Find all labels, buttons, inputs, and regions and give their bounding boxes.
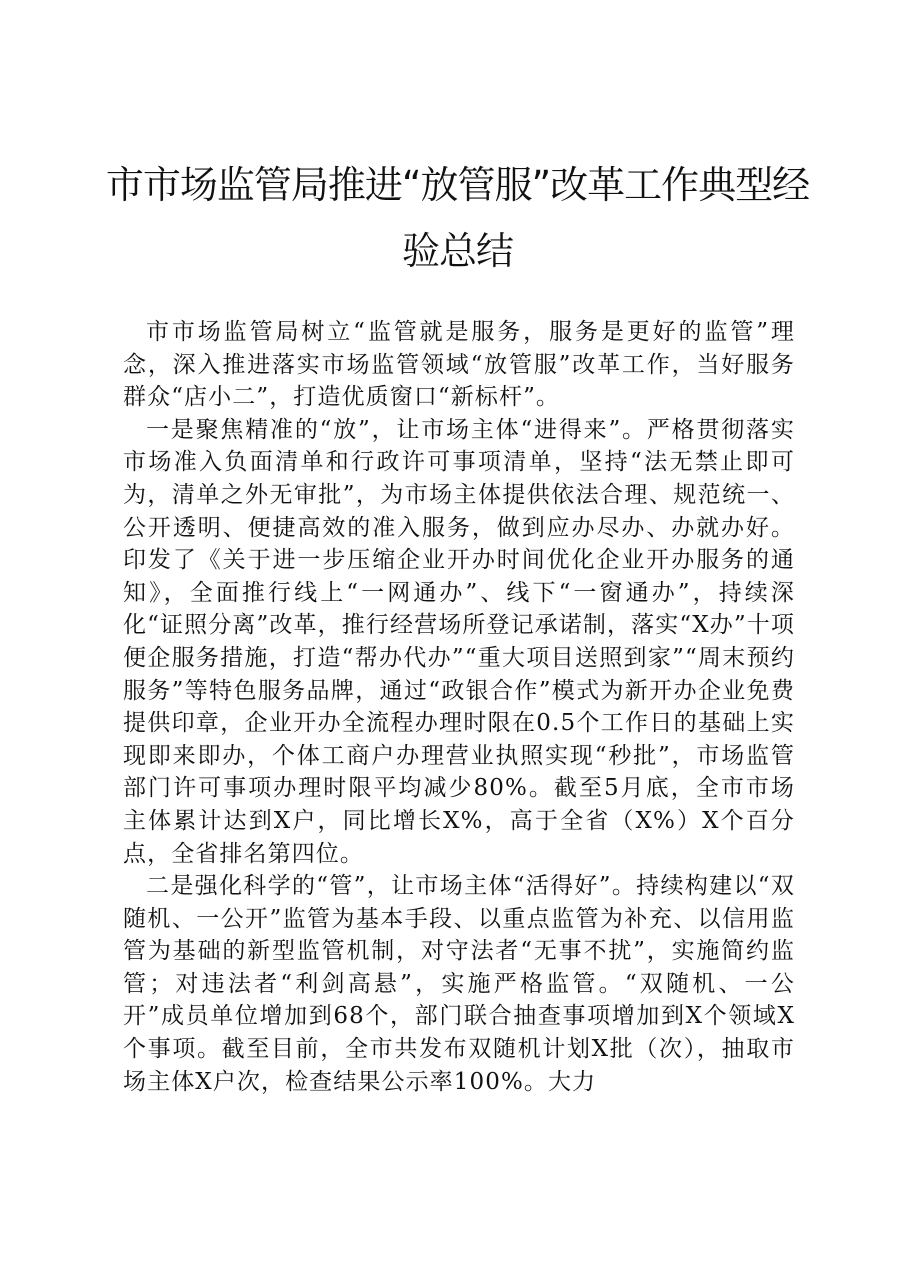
title-line-2: 验总结 — [401, 229, 513, 273]
intro-paragraph: 市市场监管局树立“监管就是服务，服务是更好的监管”理念，深入推进落实市场监管领域“放管服”改革工作，当好服务群众“店小二”，打造优质窗口“新标杆”。 — [123, 319, 795, 411]
document-title — [100, 152, 815, 284]
document-body — [123, 316, 795, 1098]
section-1-paragraph: 一是聚焦精准的“放”，让市场主体“进得来”。严格贯彻落实市场准入负面清单和行政许可事项清单，坚持“法无禁止即可为，清单之外无审批”，为市场主体提供依法合理、规范统一、公开透明、便捷高效的准入服务，做到应办尽办、办就办好。印发了《关于进一步压缩企业开办时间优化企业开办服务的通知》，全面推行线上“一网通办”、线下“一窗通办”，持续深化“证照分离”改革，推行经营场所登记承诺制，落实“X办”十项便企服务措施，打造“帮办代办”“重大项目送照到家”“周末预约服务”等特色服务品牌，通过“政银合作”模式为新开办企业免费提供印章，企业开办全流程办理时限在0.5个工作日的基础上实现即来即办，个体工商户办理营业执照实现“秒批”，市场监管部门许可事项办理时限平均减少80%。截至5月底，全市市场主体累计达到X户，同比增长X%，高于全省（X%）X个百分点，全省排名第四位。 — [123, 416, 795, 867]
title-line-1: 市市场监管局推进“放管服”改革工作典型经 — [105, 163, 810, 207]
section-2-paragraph: 二是强化科学的“管”，让市场主体“活得好”。持续构建以“双随机、一公开”监管为基本手段、以重点监管为补充、以信用监管为基础的新型监管机制，对守法者“无事不扰”，实施简约监管；对违法者“利剑高悬”，实施严格监管。“双随机、一公开”成员单位增加到68个，部门联合抽查事项增加到X个领域X个事项。截至目前，全市共发布双随机计划X批（次），抽取市场主体X户次，检查结果公示率100%。大力 — [123, 873, 795, 1095]
